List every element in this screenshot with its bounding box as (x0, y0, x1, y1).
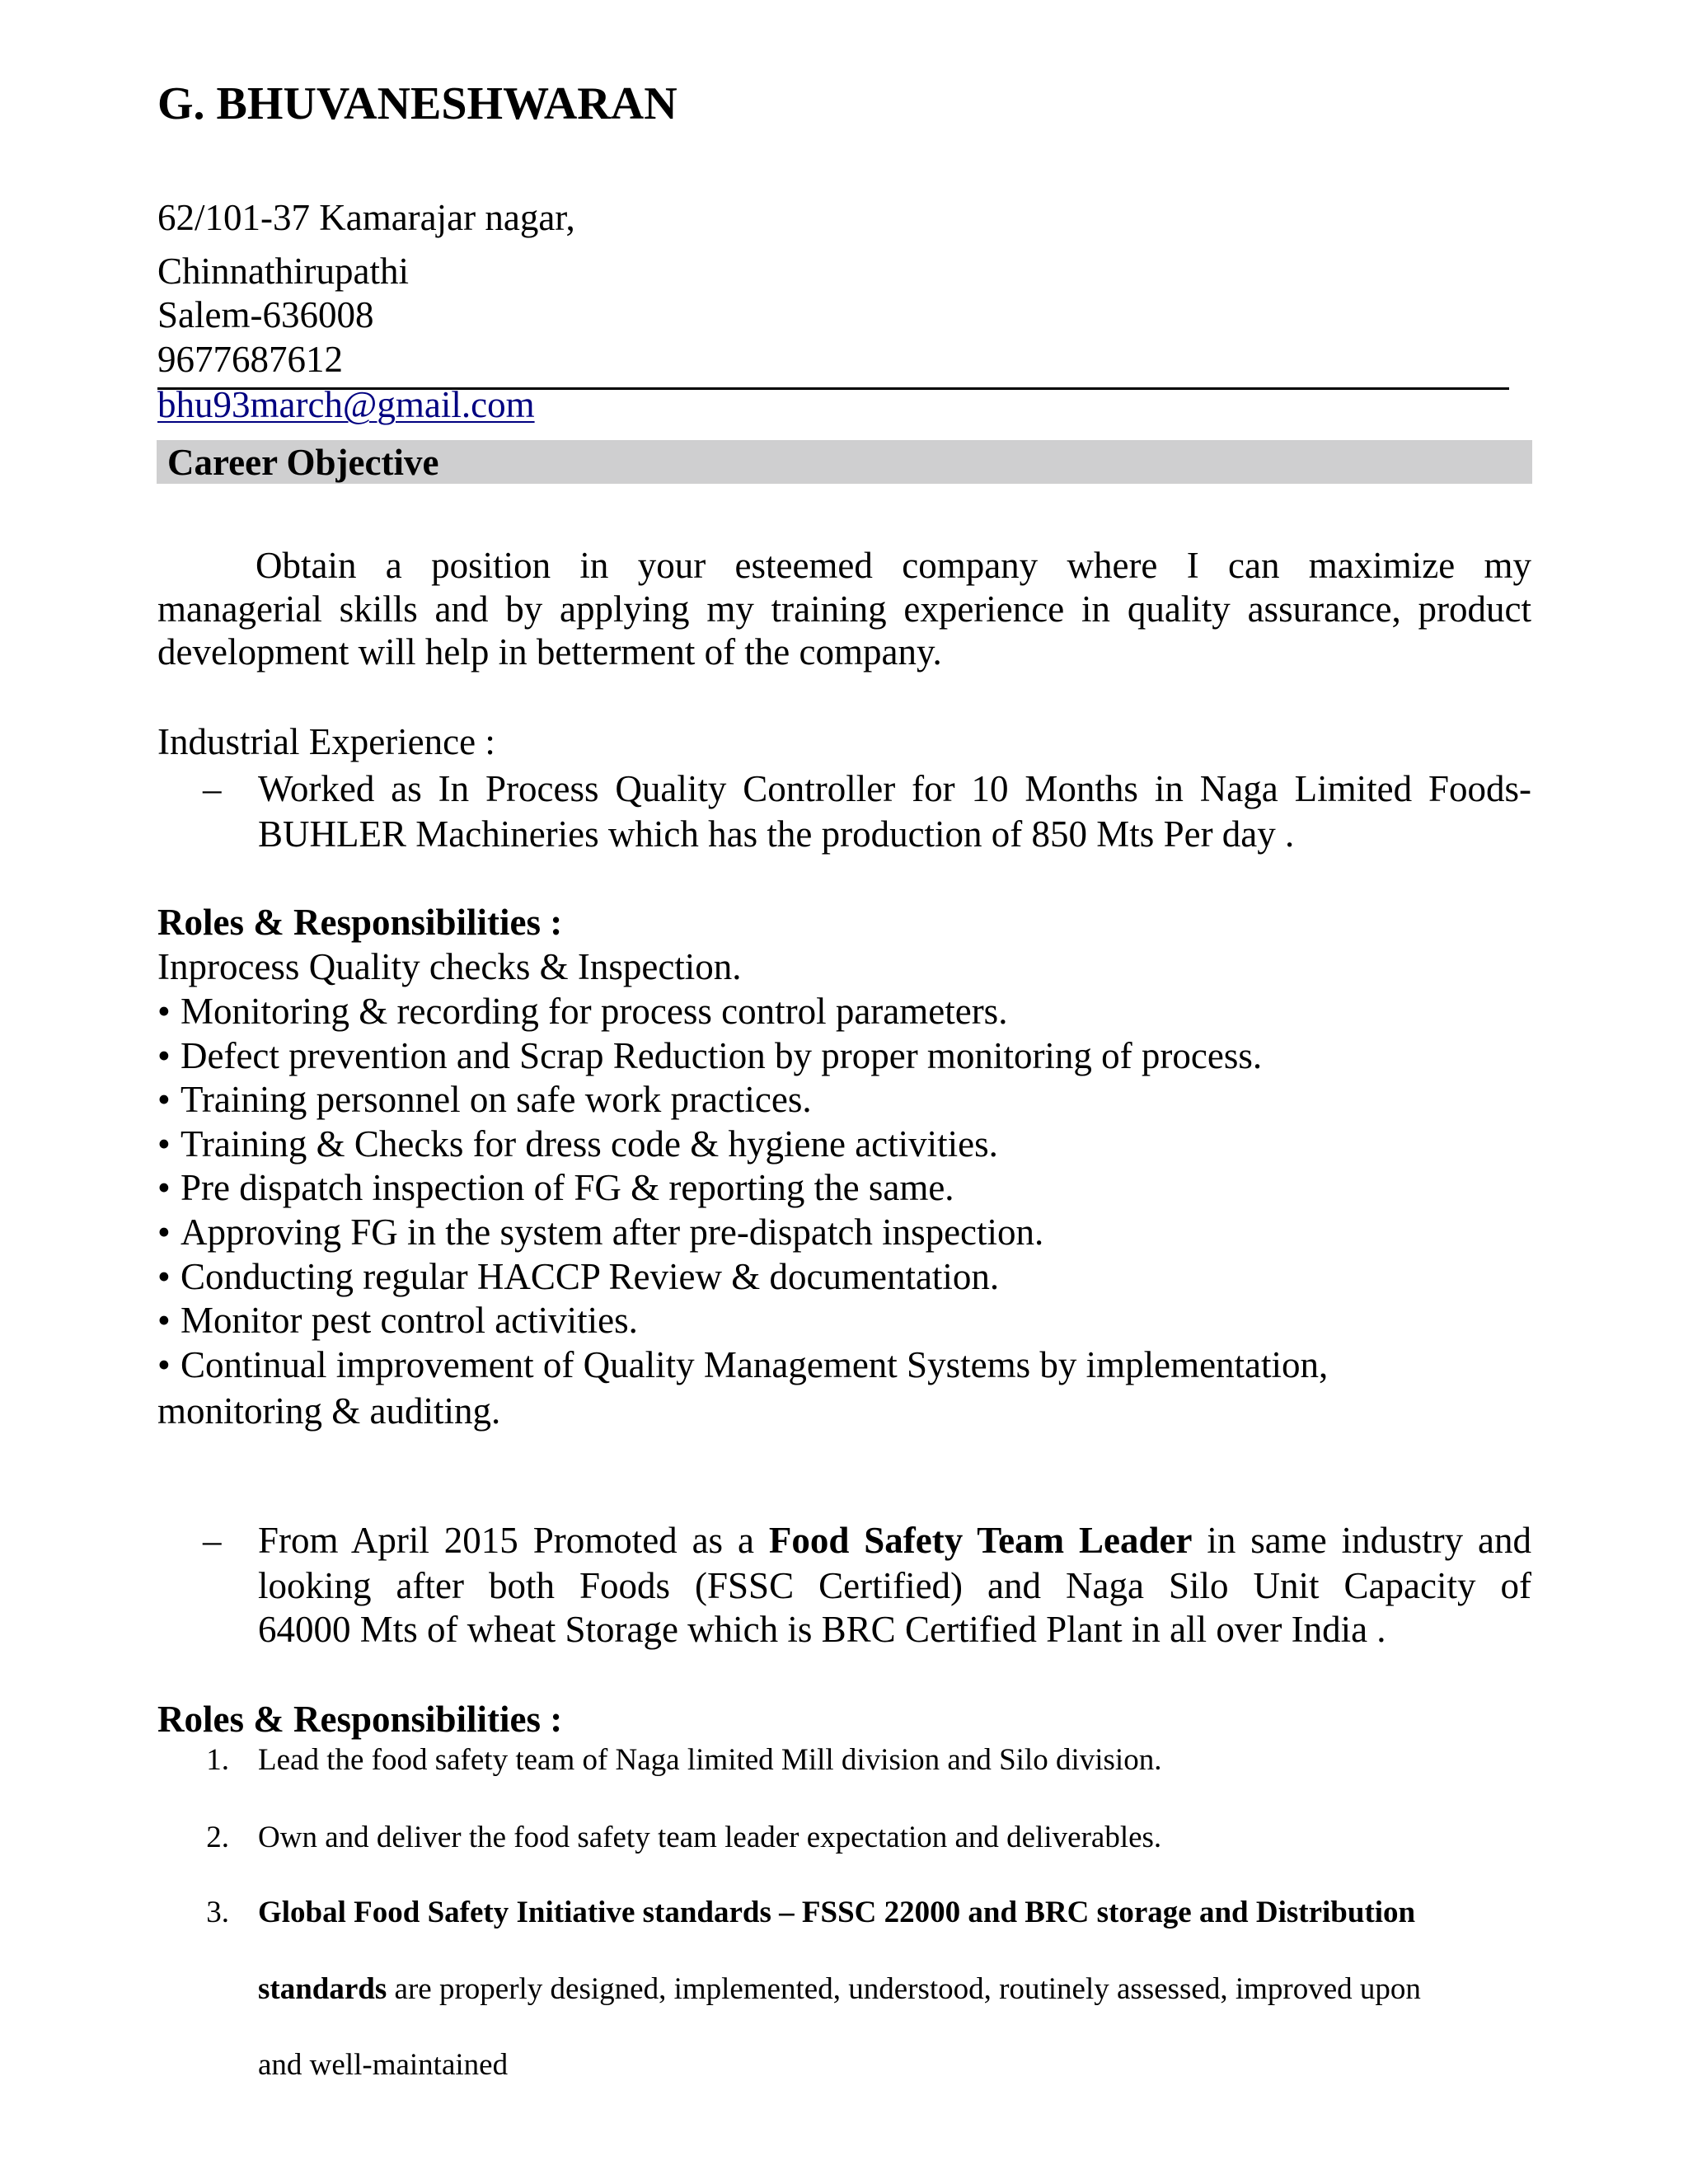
career-objective-heading: Career Objective (167, 442, 439, 483)
objective-line-1: Obtain a position in your esteemed company where I can maximize my (256, 545, 1531, 586)
objective-line-2: managerial skills and by applying my training experience in quality assurance, product (157, 588, 1531, 630)
bullet-icon: • (157, 1344, 171, 1385)
promotion-text-pre: From April 2015 Promoted as a (258, 1520, 769, 1561)
roles-list-item (157, 1302, 638, 1339)
roles-list-item-text: Training & Checks for dress code & hygiene activities. (181, 1123, 998, 1165)
promotion-line-1 (258, 1522, 1531, 1559)
phone-number: 9677687612 (157, 339, 343, 380)
experience-heading: Industrial Experience : (157, 721, 495, 762)
roles-list-item (157, 993, 1007, 1030)
promotion-line-2: looking after both Foods (FSSC Certified) and Naga Silo Unit Capacity of (258, 1565, 1531, 1606)
roles-list-item (157, 1081, 812, 1118)
bullet-icon: • (157, 1123, 171, 1165)
experience-item-1-line-1: Worked as In Process Quality Controller for 10 Months in Naga Limited Foods- (258, 768, 1531, 809)
promotion-text-post: in same industry and (1192, 1520, 1531, 1561)
roles-list-item-text: Approving FG in the system after pre-dispatch inspection. (181, 1212, 1044, 1253)
dash-bullet-1: – (203, 768, 222, 809)
bullet-icon: • (157, 1256, 171, 1297)
list-number-2: 2. (206, 1821, 229, 1854)
experience-item-1-line-2: BUHLER Machineries which has the production of 850 Mts Per day . (258, 813, 1295, 855)
responsibility-item-3-line-2 (258, 1974, 1421, 2004)
objective-line-3: development will help in betterment of the company. (157, 631, 942, 673)
roles-list-item-text: Defect prevention and Scrap Reduction by proper monitoring of process. (181, 1035, 1263, 1076)
roles-heading-1: Roles & Responsibilities : (157, 902, 563, 943)
email-link[interactable]: bhu93march@gmail.com (157, 384, 535, 425)
roles-list-item (157, 1035, 1263, 1076)
candidate-name: G. BHUVANESHWARAN (157, 78, 678, 129)
promotion-line-3: 64000 Mts of wheat Storage which is BRC Certified Plant in all over India . (258, 1609, 1386, 1650)
list-number-3: 3. (206, 1896, 229, 1929)
responsibility-item-3-line-3: and well-maintained (258, 2048, 509, 2082)
roles-list-item-text: Monitoring & recording for process control parameters. (181, 991, 1008, 1032)
roles-list-item-text: Continual improvement of Quality Management Systems by implementation, (181, 1344, 1329, 1385)
roles-list-item (157, 1344, 1329, 1385)
bullet-icon: • (157, 1300, 171, 1341)
bullet-icon: • (157, 1212, 171, 1253)
roles-heading-2: Roles & Responsibilities : (157, 1699, 563, 1740)
roles-list-item (157, 1123, 998, 1165)
bullet-icon: • (157, 991, 171, 1032)
promotion-role-title: Food Safety Team Leader (768, 1520, 1193, 1561)
roles-list-item (157, 1258, 999, 1296)
roles-continuation: monitoring & auditing. (157, 1390, 501, 1432)
roles-intro: Inprocess Quality checks & Inspection. (157, 946, 742, 987)
bullet-icon: • (157, 1035, 171, 1076)
address-line-2: Chinnathirupathi (157, 251, 409, 292)
roles-list-item-text: Monitor pest control activities. (181, 1300, 638, 1341)
roles-list-item-text: Training personnel on safe work practices. (181, 1079, 812, 1120)
standards-bold: standards (258, 1972, 387, 2006)
responsibility-item-2: Own and deliver the food safety team leader expectation and deliverables. (258, 1821, 1162, 1854)
list-number-1: 1. (206, 1743, 229, 1777)
address-line-3: Salem-636008 (157, 294, 374, 335)
roles-list-item (157, 1214, 1043, 1251)
roles-list-item-text: Conducting regular HACCP Review & documentation. (181, 1256, 1000, 1297)
bullet-icon: • (157, 1167, 171, 1208)
responsibility-item-3-line-1: Global Food Safety Initiative standards – FSSC 22000 and BRC storage and Distribution (258, 1896, 1416, 1929)
roles-list-item (157, 1169, 954, 1207)
dash-bullet-2: – (203, 1520, 222, 1561)
standards-rest: are properly designed, implemented, understood, routinely assessed, improved upon (387, 1972, 1421, 2006)
roles-list-item-text: Pre dispatch inspection of FG & reporting the same. (181, 1167, 954, 1208)
bullet-icon: • (157, 1079, 171, 1120)
responsibility-item-1: Lead the food safety team of Naga limited Mill division and Silo division. (258, 1743, 1162, 1777)
address-line-1: 62/101-37 Kamarajar nagar, (157, 197, 575, 238)
